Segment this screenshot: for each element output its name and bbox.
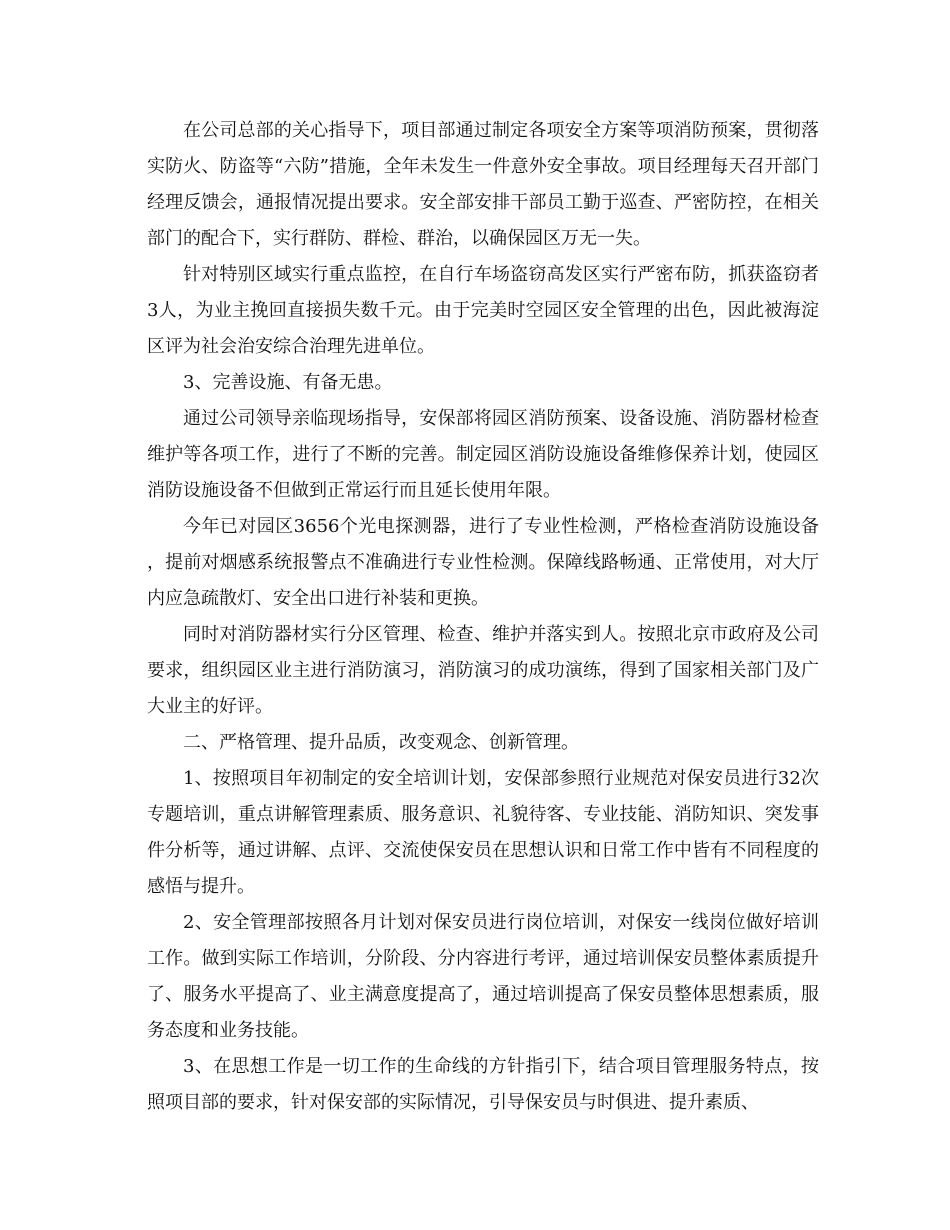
paragraph-ideology-work: 3、在思想工作是一切工作的生命线的方针指引下，结合项目管理服务特点，按照项目部的要求，针对保安部的实际情况，引导保安员与时俱进、提升素质、	[147, 1056, 819, 1113]
paragraph-heading-facilities: 3、完善设施、有备无患。	[183, 372, 393, 393]
paragraph-post-training: 2、安全管理部按照各月计划对保安员进行岗位培训，对保安一线岗位做好培训工作。做到实际工作培训，分阶段、分内容进行考评，通过培训保安员整体素质提升了、服务水平提高了、业主满意度提高了，通过培训提高了保安员整体思想素质，服务态度和业务技能。	[147, 912, 819, 1041]
paragraph-security-plan: 在公司总部的关心指导下，项目部通过制定各项安全方案等项消防预案，贯彻落实防火、防盗等“六防”措施，全年未发生一件意外安全事故。项目经理每天召开部门经理反馈会，通报情况提出要求。安全部安排干部员工勤于巡查、严密防控，在相关部门的配合下，实行群防、群检、群治，以确保园区万无一失。	[147, 120, 819, 249]
paragraph-detector-check: 今年已对园区3656个光电探测器，进行了专业性检测，严格检查消防设施设备，提前对烟感系统报警点不准确进行专业性检测。保障线路畅通、正常使用，对大厅内应急疏散灯、安全出口进行补装和更换。	[147, 516, 819, 609]
paragraph-fire-plan: 通过公司领导亲临现场指导，安保部将园区消防预案、设备设施、消防器材检查维护等各项工作，进行了不断的完善。制定园区消防设施设备维修保养计划，使园区消防设施设备不但做到正常运行而且延长使用年限。	[147, 408, 819, 501]
paragraph-fire-drill: 同时对消防器材实行分区管理、检查、维护并落实到人。按照北京市政府及公司要求，组织园区业主进行消防演习，消防演习的成功演练，得到了国家相关部门及广大业主的好评。	[147, 624, 819, 717]
paragraph-key-monitoring: 针对特别区域实行重点监控，在自行车场盗窃高发区实行严密布防，抓获盗窃者3人，为业主挽回直接损失数千元。由于完美时空园区安全管理的出色，因此被海淀区评为社会治安综合治理先进单位。	[147, 264, 819, 357]
paragraph-training-plan: 1、按照项目年初制定的安全培训计划，安保部参照行业规范对保安员进行32次专题培训，重点讲解管理素质、服务意识、礼貌待客、专业技能、消防知识、突发事件分析等，通过讲解、点评、交流使保安员在思想认识和日常工作中皆有不同程度的感悟与提升。	[147, 768, 819, 897]
document-body	[147, 113, 819, 1121]
paragraph-heading-management: 二、严格管理、提升品质，改变观念、创新管理。	[183, 732, 579, 753]
